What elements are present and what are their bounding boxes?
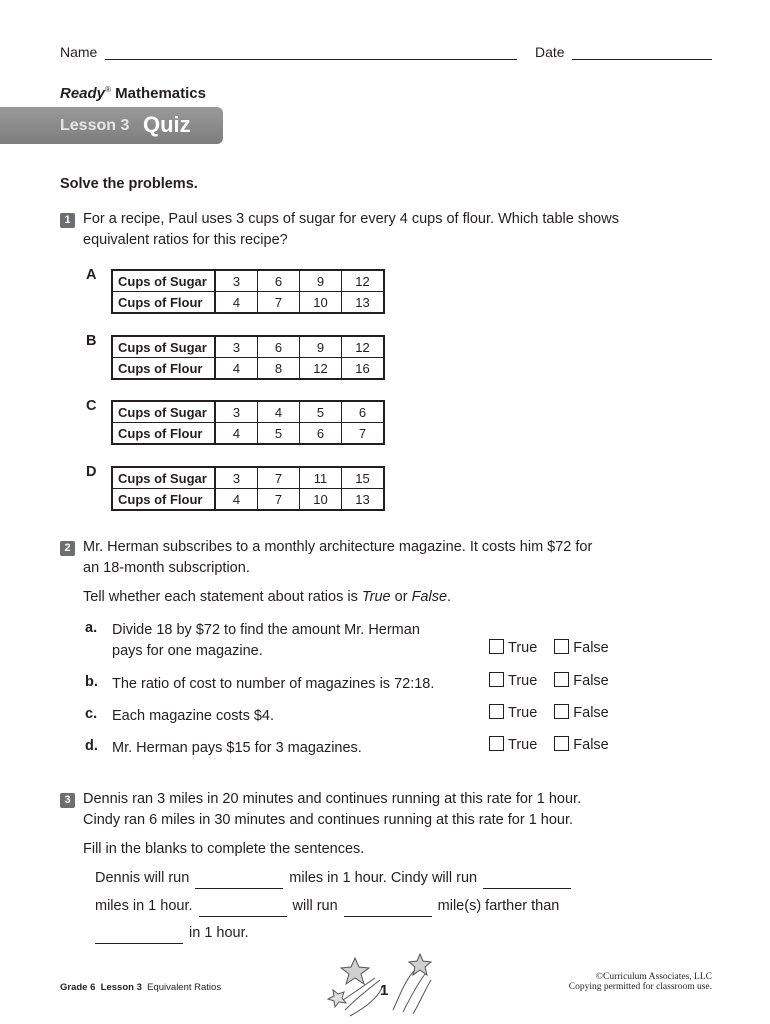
brand-reg: ® [105, 85, 111, 94]
blank-dennis-miles[interactable] [195, 874, 283, 889]
table-cell: 8 [258, 358, 300, 380]
name-field[interactable] [60, 44, 517, 60]
question-3-line2: Cindy ran 6 miles in 30 minutes and continues running at this rate for 1 hour. [83, 812, 574, 828]
table-cell: 7 [258, 489, 300, 511]
row-header: Cups of Flour [112, 292, 215, 314]
question-2-text [83, 537, 592, 579]
question-number-1: 1 [60, 213, 75, 228]
brand-series: Ready [60, 85, 106, 102]
copyright-line1: ©Curriculum Associates, LLC [595, 972, 712, 982]
sentence-2b: will run [292, 898, 338, 914]
table-cell: 10 [300, 489, 342, 511]
table-cell: 13 [342, 292, 385, 314]
false-checkbox[interactable] [554, 704, 569, 719]
instructions: Solve the problems. [60, 176, 198, 192]
table-cell: 13 [342, 489, 385, 511]
question-3-line1: Dennis ran 3 miles in 20 minutes and continues running at this rate for 1 hour. [83, 791, 582, 807]
row-header: Cups of Sugar [112, 336, 215, 358]
false-label[interactable]: False [573, 640, 609, 656]
table-cell: 15 [342, 467, 385, 489]
table-cell: 3 [215, 270, 258, 292]
true-false-choices [489, 672, 609, 689]
question-1-text [83, 209, 619, 251]
statement-text [112, 738, 362, 759]
footer-topic: Equivalent Ratios [147, 982, 222, 993]
table-cell: 4 [215, 423, 258, 445]
true-label[interactable]: True [508, 673, 538, 689]
table-cell: 4 [215, 358, 258, 380]
option-label-b[interactable]: B [86, 333, 97, 349]
ratio-table-b [111, 335, 385, 380]
fill-sentence-1 [95, 868, 577, 889]
table-cell: 3 [215, 401, 258, 423]
table-cell: 6 [300, 423, 342, 445]
true-false-choices [489, 704, 609, 721]
blank-runner-1[interactable] [199, 902, 287, 917]
table-cell: 4 [215, 489, 258, 511]
name-label: Name [60, 44, 98, 60]
statement-line1: Divide 18 by $72 to find the amount Mr. Herman [112, 622, 420, 638]
table-row [112, 489, 384, 511]
date-field[interactable] [535, 44, 712, 60]
prompt-end: . [447, 589, 452, 605]
lesson-banner [0, 107, 223, 144]
sentence-3a: in 1 hour. [189, 925, 249, 941]
table-row [112, 358, 384, 380]
statement-line1: Mr. Herman pays $15 for 3 magazines. [112, 740, 362, 756]
question-1-line1: For a recipe, Paul uses 3 cups of sugar for every 4 cups of flour. Which table shows [83, 211, 619, 227]
ratio-table-a [111, 269, 385, 314]
false-label[interactable]: False [573, 673, 609, 689]
option-label-d[interactable]: D [86, 464, 97, 480]
blank-difference[interactable] [344, 902, 432, 917]
table-cell: 3 [215, 467, 258, 489]
page-number: 1 [380, 982, 389, 999]
table-row [112, 292, 384, 314]
true-false-choices [489, 736, 609, 753]
fill-sentence-3 [89, 923, 249, 944]
table-cell: 10 [300, 292, 342, 314]
row-header: Cups of Flour [112, 423, 215, 445]
table-cell: 4 [258, 401, 300, 423]
statement-letter: a. [85, 620, 98, 636]
table-cell: 11 [300, 467, 342, 489]
table-cell: 7 [258, 467, 300, 489]
ratio-table-d [111, 466, 385, 511]
prompt-pre: Tell whether each statement about ratios is [83, 589, 362, 605]
statement-text [112, 674, 434, 695]
prompt-true: True [361, 589, 391, 605]
table-row [112, 467, 384, 489]
name-line[interactable] [105, 45, 517, 60]
table-cell: 5 [258, 423, 300, 445]
footer-grade: Grade 6 [60, 982, 96, 993]
true-checkbox[interactable] [489, 672, 504, 687]
statement-text [112, 706, 274, 727]
table-row [112, 423, 384, 445]
table-cell: 6 [258, 336, 300, 358]
fill-sentence-2 [95, 896, 559, 917]
footer-lesson: Lesson 3 [100, 982, 142, 993]
true-label[interactable]: True [508, 705, 538, 721]
question-1-line2: equivalent ratios for this recipe? [83, 232, 288, 248]
question-number-2: 2 [60, 541, 75, 556]
sentence-2c: mile(s) farther than [437, 898, 560, 914]
table-row [112, 270, 384, 292]
table-cell: 4 [215, 292, 258, 314]
question-3-prompt: Fill in the blanks to complete the sentences. [83, 841, 365, 857]
false-checkbox[interactable] [554, 672, 569, 687]
footer-copyright [569, 972, 712, 992]
brand-subject: Mathematics [115, 85, 206, 102]
blank-runner-2[interactable] [95, 929, 183, 944]
option-label-a[interactable]: A [86, 267, 97, 283]
brand-title [60, 85, 206, 102]
question-number-3: 3 [60, 793, 75, 808]
table-row [112, 401, 384, 423]
false-checkbox[interactable] [554, 736, 569, 751]
false-label[interactable]: False [573, 705, 609, 721]
lesson-type: Quiz [143, 112, 191, 137]
row-header: Cups of Flour [112, 489, 215, 511]
table-cell: 12 [342, 336, 385, 358]
true-label[interactable]: True [508, 737, 538, 753]
copyright-line2: Copying permitted for classroom use. [568, 982, 712, 992]
row-header: Cups of Flour [112, 358, 215, 380]
sentence-2a: miles in 1 hour. [95, 898, 193, 914]
question-2-line2: an 18-month subscription. [83, 560, 250, 576]
true-label[interactable]: True [508, 640, 538, 656]
table-cell: 3 [215, 336, 258, 358]
statement-letter: b. [85, 674, 98, 690]
row-header: Cups of Sugar [112, 467, 215, 489]
table-cell: 16 [342, 358, 385, 380]
false-label[interactable]: False [573, 737, 609, 753]
table-cell: 12 [300, 358, 342, 380]
option-label-c[interactable]: C [86, 398, 97, 414]
table-cell: 9 [300, 336, 342, 358]
row-header: Cups of Sugar [112, 401, 215, 423]
statement-letter: c. [85, 706, 98, 722]
question-2-line1: Mr. Herman subscribes to a monthly architecture magazine. It costs him $72 for [83, 539, 593, 555]
date-line[interactable] [572, 45, 712, 60]
statement-letter: d. [85, 738, 98, 754]
table-cell: 6 [342, 401, 385, 423]
table-cell: 7 [342, 423, 385, 445]
lesson-label: Lesson 3 [60, 117, 130, 134]
false-checkbox[interactable] [554, 639, 569, 654]
table-row [112, 336, 384, 358]
true-checkbox[interactable] [489, 736, 504, 751]
statement-line2: pays for one magazine. [112, 643, 263, 659]
true-false-choices [489, 639, 609, 656]
row-header: Cups of Sugar [112, 270, 215, 292]
ratio-table-c [111, 400, 385, 445]
table-cell: 6 [258, 270, 300, 292]
table-cell: 9 [300, 270, 342, 292]
question-3-text [83, 789, 581, 831]
statement-line1: The ratio of cost to number of magazines is 72:18. [112, 676, 435, 692]
table-cell: 12 [342, 270, 385, 292]
sentence-1b: miles in 1 hour. Cindy will run [289, 870, 478, 886]
footer-course [60, 982, 221, 993]
table-cell: 7 [258, 292, 300, 314]
statement-text [112, 620, 420, 662]
statement-line1: Each magazine costs $4. [112, 708, 275, 724]
true-checkbox[interactable] [489, 704, 504, 719]
true-checkbox[interactable] [489, 639, 504, 654]
sentence-1a: Dennis will run [95, 870, 190, 886]
prompt-false: False [411, 589, 448, 605]
table-cell: 5 [300, 401, 342, 423]
stars-decoration-icon [325, 950, 440, 1022]
blank-cindy-miles[interactable] [483, 874, 571, 889]
prompt-or: or [390, 589, 412, 605]
question-2-prompt [83, 587, 451, 608]
date-label: Date [535, 44, 565, 60]
